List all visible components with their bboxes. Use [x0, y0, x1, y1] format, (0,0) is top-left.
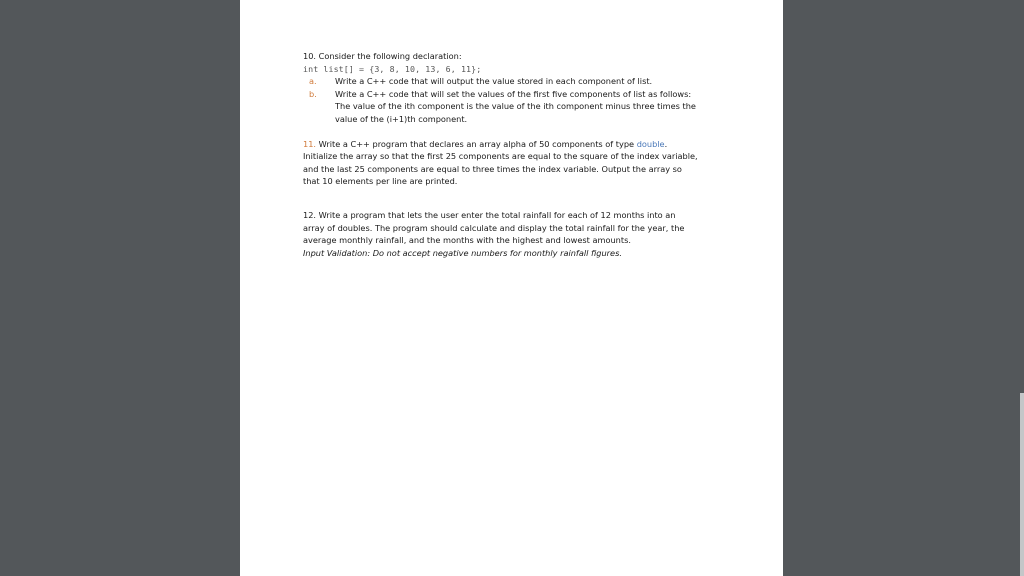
question-11-line: and the last 25 components are equal to three times the index variable. Output the array so: [303, 163, 682, 174]
document-page: [240, 0, 783, 576]
code-declaration: int list[] = {3, 8, 10, 13, 6, 11};: [303, 63, 482, 74]
item-text: [335, 88, 743, 126]
page-content: [303, 50, 743, 259]
scrollbar-thumb[interactable]: [1020, 393, 1024, 576]
item-text: [335, 75, 743, 88]
question-11-line: Initialize the array so that the first 25 components are equal to the square of the index variable,: [303, 151, 698, 162]
item-marker: b.: [309, 88, 317, 99]
question-11-line-1: [303, 138, 743, 151]
type-keyword: double: [636, 138, 665, 149]
question-10-item-b: [303, 88, 743, 126]
item-line: Write a C++ code that will output the value stored in each component of list.: [335, 76, 653, 87]
sentence-end: .: [664, 138, 668, 149]
item-line: The value of the ith component is the value of the ith component minus three times the: [335, 101, 696, 112]
question-12: [303, 209, 743, 259]
question-12-line: average monthly rainfall, and the months with the highest and lowest amounts.: [303, 235, 631, 246]
input-validation-note: Input Validation: Do not accept negative numbers for monthly rainfall figures.: [303, 247, 622, 258]
question-10-heading: 10. Consider the following declaration:: [303, 51, 462, 61]
item-line: Write a C++ code that will set the values of the first five components of list as follows:: [335, 88, 692, 99]
question-11-line: that 10 elements per line are printed.: [303, 176, 458, 187]
question-text: Write a C++ program that declares an array alpha of 50 components of type: [316, 138, 637, 149]
item-marker: a.: [309, 76, 317, 87]
item-line: value of the (i+1)th component.: [335, 113, 468, 124]
scrollbar[interactable]: [1020, 0, 1024, 576]
question-10-item-a: [303, 75, 743, 88]
question-number: 11.: [303, 138, 317, 149]
question-12-line: array of doubles. The program should calculate and display the total rainfall for the year, the: [303, 222, 685, 233]
question-11: [303, 138, 743, 188]
question-10: [303, 50, 743, 126]
question-12-line: 12. Write a program that lets the user enter the total rainfall for each of 12 months into an: [303, 209, 676, 220]
